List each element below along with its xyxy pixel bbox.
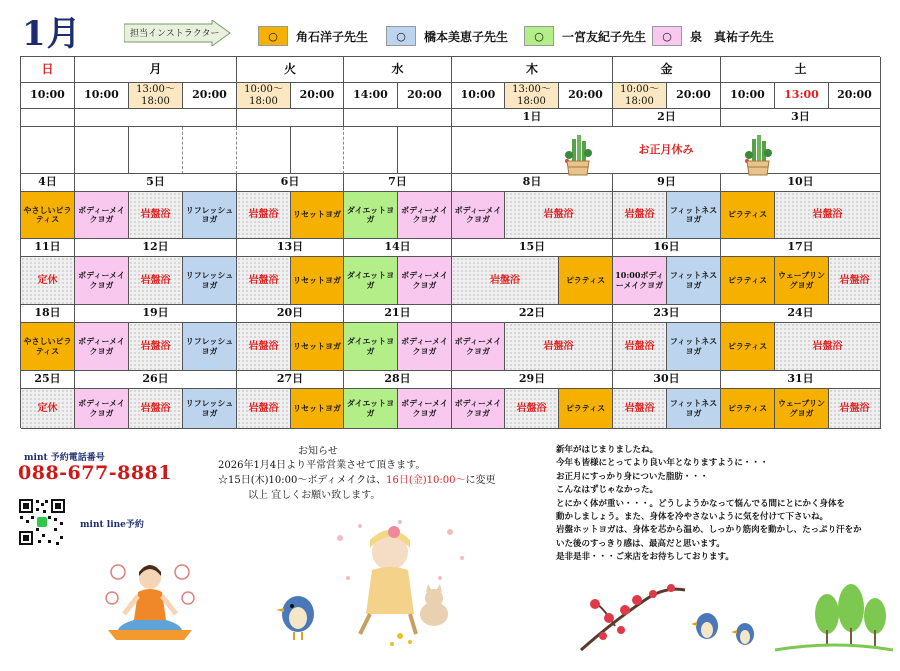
empty-slot xyxy=(21,127,75,174)
empty-slot xyxy=(344,127,398,174)
class-slot: ボディーメイクヨガ xyxy=(398,257,452,305)
date-label: 24日 xyxy=(721,305,881,323)
class-slot: ダイエットヨガ xyxy=(344,323,398,371)
time-slot: 20:00 xyxy=(183,83,237,109)
class-slot: 岩盤浴 xyxy=(775,323,881,371)
notice-title: お知らせ xyxy=(298,446,338,457)
class-slot: ピラティス xyxy=(559,257,613,305)
legend-swatch: ○ xyxy=(524,26,554,46)
time-slot: 10:00 xyxy=(21,83,75,109)
class-slot: 岩盤浴 xyxy=(505,192,613,239)
time-slot: 20:00 xyxy=(829,83,881,109)
date-label: 22日 xyxy=(452,305,613,323)
date-label: 13日 xyxy=(237,239,344,257)
weekday-header: 火 xyxy=(237,57,344,83)
class-slot: フィットネスヨガ xyxy=(667,257,721,305)
class-slot: ボディーメイクヨガ xyxy=(452,389,505,429)
message-line: 是非是非・・・ご来店をお待ちしております。 xyxy=(556,552,734,563)
class-slot: ボディーメイクヨガ xyxy=(75,257,129,305)
class-slot: 岩盤浴 xyxy=(129,389,183,429)
class-slot: 岩盤浴 xyxy=(237,192,291,239)
class-slot: 10:00ボディーメイクヨガ xyxy=(613,257,667,305)
date-label: 29日 xyxy=(452,371,613,389)
time-slot: 10:00 xyxy=(452,83,505,109)
empty-slot xyxy=(183,127,237,174)
legend-name: 角石洋子先生 xyxy=(296,29,369,44)
class-slot: ボディーメイクヨガ xyxy=(398,389,452,429)
class-slot: リセットヨガ xyxy=(291,323,344,371)
date-label: 6日 xyxy=(237,174,344,192)
message-line: いた後のすっきり感は、最高だと思います。 xyxy=(556,538,725,549)
date-label: 14日 xyxy=(344,239,452,257)
date-label: 7日 xyxy=(344,174,452,192)
class-slot: ウェーブリングヨガ xyxy=(775,257,829,305)
date-label: 9日 xyxy=(613,174,721,192)
weekday-header: 金 xyxy=(613,57,721,83)
class-slot: リセットヨガ xyxy=(291,192,344,239)
empty-slot xyxy=(237,127,291,174)
date-label: 16日 xyxy=(613,239,721,257)
holiday-label: お正月休み xyxy=(638,142,694,156)
date-label: 26日 xyxy=(75,371,237,389)
kadomatsu-icon xyxy=(561,135,595,177)
date-label: 20日 xyxy=(237,305,344,323)
class-slot: 岩盤浴 xyxy=(775,192,881,239)
weekday-header: 土 xyxy=(721,57,881,83)
class-slot: フィットネスヨガ xyxy=(667,389,721,429)
class-slot: フィットネスヨガ xyxy=(667,192,721,239)
class-slot: ダイエットヨガ xyxy=(344,257,398,305)
message-line: 岩盤ホットヨガは、身体を芯から温め、しっかり筋肉を動かし、たっぷり汗をか xyxy=(556,525,862,536)
date-label xyxy=(344,109,452,127)
date-label: 19日 xyxy=(75,305,237,323)
class-slot: 岩盤浴 xyxy=(452,257,559,305)
notice-text: に変更 xyxy=(465,475,496,486)
class-slot: フィットネスヨガ xyxy=(667,323,721,371)
notice-line: 2026年1月4日より平常営業させて頂きます。 xyxy=(218,460,426,471)
class-slot: ボディーメイクヨガ xyxy=(452,192,505,239)
class-slot: ボディーメイクヨガ xyxy=(398,323,452,371)
class-slot: やさしいピラティス xyxy=(21,192,75,239)
notice-highlight: 16日(金)10:00～ xyxy=(386,475,466,486)
time-slot: 10:00 xyxy=(75,83,129,109)
class-slot: ピラティス xyxy=(721,323,775,371)
date-label: 1日 xyxy=(452,109,613,127)
date-label: 27日 xyxy=(237,371,344,389)
class-slot: ピラティス xyxy=(721,192,775,239)
message-line: 動かしましょう。また、身体を冷やさないように気を付けて下さいね。 xyxy=(556,512,829,523)
class-slot: やさしいピラティス xyxy=(21,323,75,371)
legend-instructor-2 xyxy=(386,26,508,46)
bird-illustration xyxy=(276,586,322,642)
time-slot: 20:00 xyxy=(398,83,452,109)
date-label: 30日 xyxy=(613,371,721,389)
date-label: 23日 xyxy=(613,305,721,323)
class-slot: 岩盤浴 xyxy=(829,257,881,305)
date-label: 10日 xyxy=(721,174,881,192)
date-label xyxy=(75,109,237,127)
class-slot: 岩盤浴 xyxy=(505,323,613,371)
legend-instructor-1 xyxy=(258,26,368,46)
time-slot: 13:00 xyxy=(775,83,829,109)
class-slot: リフレッシュヨガ xyxy=(183,192,237,239)
class-slot: 岩盤浴 xyxy=(237,389,291,429)
time-slot: 20:00 xyxy=(291,83,344,109)
legend-swatch: ○ xyxy=(258,26,288,46)
schedule-calendar xyxy=(20,56,880,428)
class-slot: 岩盤浴 xyxy=(505,389,559,429)
message-line: お正月にすっかり身についた脂肪・・・ xyxy=(556,471,709,482)
legend-swatch: ○ xyxy=(652,26,682,46)
notice-text: ☆15日(木)10:00～ボディメイクは、 xyxy=(218,475,387,486)
meditation-woman-illustration xyxy=(100,560,200,642)
class-slot: ボディーメイクヨガ xyxy=(75,389,129,429)
legend-instructor-3 xyxy=(524,26,646,46)
class-slot: 岩盤浴 xyxy=(613,389,667,429)
notice-body xyxy=(218,458,496,503)
time-slot: 14:00 xyxy=(344,83,398,109)
new-year-holiday xyxy=(452,127,881,174)
time-slot: 13:00～18:00 xyxy=(505,83,559,109)
date-label: 21日 xyxy=(344,305,452,323)
class-slot: ダイエットヨガ xyxy=(344,192,398,239)
class-slot: 岩盤浴 xyxy=(237,257,291,305)
weekday-header: 日 xyxy=(21,57,75,83)
message-line: こんなはずじゃなかった。 xyxy=(556,485,659,496)
weekday-header: 木 xyxy=(452,57,613,83)
time-slot: 20:00 xyxy=(559,83,613,109)
phone-label: mint 予約電話番号 xyxy=(24,453,105,463)
class-slot: ピラティス xyxy=(721,257,775,305)
class-slot: ボディーメイクヨガ xyxy=(452,323,505,371)
class-slot: 岩盤浴 xyxy=(613,323,667,371)
date-label: 3日 xyxy=(721,109,881,127)
class-slot: 岩盤浴 xyxy=(829,389,881,429)
class-slot: ダイエットヨガ xyxy=(344,389,398,429)
date-label xyxy=(21,109,75,127)
empty-slot xyxy=(291,127,344,174)
class-slot: 岩盤浴 xyxy=(613,192,667,239)
line-qr-code-icon[interactable] xyxy=(18,498,66,546)
date-label: 8日 xyxy=(452,174,613,192)
empty-slot xyxy=(398,127,452,174)
date-label: 17日 xyxy=(721,239,881,257)
date-label: 25日 xyxy=(21,371,75,389)
legend-swatch: ○ xyxy=(386,26,416,46)
date-label: 28日 xyxy=(344,371,452,389)
date-label: 11日 xyxy=(21,239,75,257)
date-label: 5日 xyxy=(75,174,237,192)
date-label: 15日 xyxy=(452,239,613,257)
class-slot: 岩盤浴 xyxy=(129,192,183,239)
message-line: 今年も皆様にとってより良い年となりますように・・・ xyxy=(556,458,769,469)
kadomatsu-icon xyxy=(741,135,775,177)
line-reservation-label: mint line予約 xyxy=(80,520,144,530)
girl-and-cat-illustration xyxy=(330,518,470,650)
instructor-label-arrow xyxy=(124,20,232,46)
legend-name: 泉 真祐子先生 xyxy=(690,29,775,44)
message-line: 新年がはじまりましたね。 xyxy=(556,445,659,455)
time-slot: 10:00～18:00 xyxy=(613,83,667,109)
class-slot: 岩盤浴 xyxy=(237,323,291,371)
class-slot: ボディーメイクヨガ xyxy=(75,323,129,371)
time-slot: 10:00 xyxy=(721,83,775,109)
date-label: 2日 xyxy=(613,109,721,127)
notice-line xyxy=(218,473,496,488)
time-slot: 20:00 xyxy=(667,83,721,109)
class-slot: リフレッシュヨガ xyxy=(183,389,237,429)
phone-number[interactable]: 088-677-8881 xyxy=(18,462,172,484)
class-slot: ウェーブリングヨガ xyxy=(775,389,829,429)
new-year-message xyxy=(556,444,862,565)
weekday-header: 水 xyxy=(344,57,452,83)
class-slot: 定休 xyxy=(21,389,75,429)
plum-blossom-and-birds-illustration xyxy=(575,570,895,654)
date-label xyxy=(237,109,344,127)
class-slot: リセットヨガ xyxy=(291,389,344,429)
weekday-header: 月 xyxy=(75,57,237,83)
class-slot: ボディーメイクヨガ xyxy=(398,192,452,239)
class-slot: ピラティス xyxy=(559,389,613,429)
class-slot: リフレッシュヨガ xyxy=(183,323,237,371)
date-label: 4日 xyxy=(21,174,75,192)
class-slot: ボディーメイクヨガ xyxy=(75,192,129,239)
class-slot: 岩盤浴 xyxy=(129,257,183,305)
instructor-label: 担当インストラクター xyxy=(130,29,220,39)
message-line: とにかく体が重い・・・。どうしようかなって悩んでる間にとにかく身体を xyxy=(556,498,846,509)
class-slot: リセットヨガ xyxy=(291,257,344,305)
notice-line: 以上 宜しくお願い致します。 xyxy=(248,490,381,501)
class-slot: リフレッシュヨガ xyxy=(183,257,237,305)
class-slot: 定休 xyxy=(21,257,75,305)
empty-slot xyxy=(75,127,129,174)
class-slot: ピラティス xyxy=(721,389,775,429)
legend-instructor-4 xyxy=(652,26,774,46)
date-label: 31日 xyxy=(721,371,881,389)
month-title: 1月 xyxy=(22,14,82,54)
class-slot: 岩盤浴 xyxy=(129,323,183,371)
legend-name: 橋本美恵子先生 xyxy=(424,29,509,44)
legend-name: 一宮友紀子先生 xyxy=(562,29,647,44)
empty-slot xyxy=(129,127,183,174)
date-label: 18日 xyxy=(21,305,75,323)
time-slot: 13:00～18:00 xyxy=(129,83,183,109)
date-label: 12日 xyxy=(75,239,237,257)
time-slot: 10:00～18:00 xyxy=(237,83,291,109)
